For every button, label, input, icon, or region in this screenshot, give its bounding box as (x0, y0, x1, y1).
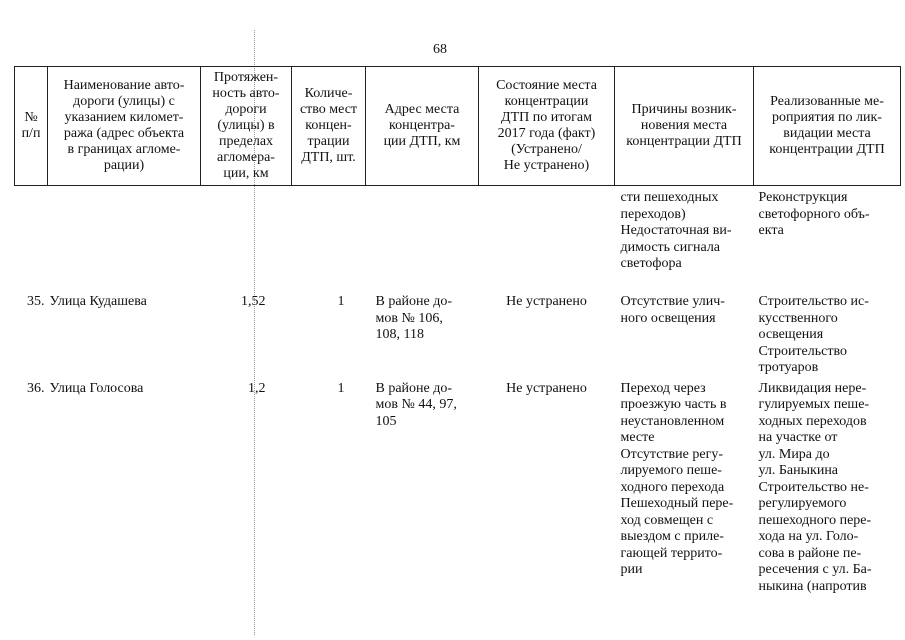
text-line: тротуаров (758, 360, 819, 375)
text-line: Строительство не- (758, 479, 869, 495)
text-line: ход совмещен с (620, 512, 714, 528)
text-line: новения места (640, 118, 728, 133)
text-line: ции, км (223, 166, 269, 181)
length-cell: 1,52 (241, 294, 266, 309)
action-cell (754, 276, 901, 377)
text-line: месте (620, 430, 655, 445)
text-line: Адрес места (384, 102, 460, 117)
road-name-cell: Улица Кудашева (49, 294, 147, 309)
text-line: пешеходного пере- (758, 512, 872, 528)
cause-cell (615, 276, 754, 377)
text-line: ство мест (299, 102, 358, 117)
cause-cell (615, 377, 754, 596)
action-cell (754, 377, 901, 596)
text-line: (Устранено/ (511, 142, 582, 157)
text-line: гулируемых пеше- (758, 397, 870, 412)
header-address (366, 67, 479, 186)
action-cell (754, 186, 901, 277)
text-line: концентрации ДТП (769, 142, 885, 157)
text-line: п/п (21, 126, 41, 141)
state-cell: Не устранено (506, 380, 587, 396)
text-line: ходного перехода (620, 479, 725, 495)
text-line: в границах агломе- (67, 142, 181, 157)
text-line: Состояние места (496, 78, 597, 93)
page-number: 68 (433, 42, 447, 57)
text-line: освещения (758, 327, 824, 342)
text-line: Не устранено) (503, 158, 590, 173)
text-line: дороги (улицы) с (73, 94, 175, 109)
text-line: сова в районе пе- (758, 545, 862, 561)
text-line: трации (307, 134, 350, 149)
text-line: В районе до- (375, 294, 453, 309)
text-line: Количе- (304, 86, 353, 101)
text-line: екта (758, 223, 784, 238)
table-row-continuation (15, 186, 901, 277)
text-line: Причины возник- (631, 102, 737, 117)
text-line: рации) (103, 158, 145, 173)
table-row (15, 276, 901, 377)
text-line: проезжую часть в (620, 397, 727, 412)
header-num (15, 67, 48, 186)
text-line: № (24, 110, 38, 125)
text-line: светофора (620, 256, 682, 271)
text-line: ресечения с ул. Ба- (758, 562, 872, 577)
header-state (479, 67, 615, 186)
text-line: концентрации (504, 94, 589, 109)
text-line: Наименование авто- (63, 78, 185, 93)
text-line: хода на ул. Голо- (758, 529, 859, 544)
text-line: переходов) (620, 206, 686, 222)
text-line: ныкина (напротив (758, 578, 867, 594)
text-line: Реконструкция (758, 190, 848, 205)
text-line: ДТП по итогам (501, 110, 592, 125)
text-line: роприятия по лик- (772, 110, 882, 125)
header-length (201, 67, 292, 186)
cause-cell (615, 186, 754, 277)
text-line: агломера- (217, 150, 275, 165)
text-line: гающей террито- (620, 545, 723, 561)
accident-concentration-table (14, 66, 901, 595)
text-line: В районе до- (375, 380, 453, 396)
text-line: Строительство (758, 343, 847, 359)
text-line: сти пешеходных (620, 190, 719, 205)
text-line: на участке от (758, 430, 838, 445)
row-number: 36. (27, 380, 45, 396)
text-line: ул. Мира до (758, 446, 830, 462)
text-line: ции ДТП, км (383, 134, 461, 149)
row-number: 35. (27, 294, 45, 309)
road-name-cell: Улица Голосова (49, 380, 144, 396)
text-line: Отсутствие улич- (620, 294, 725, 309)
text-line: регулируемого (758, 496, 847, 511)
text-line: Недостаточная ви- (620, 223, 732, 238)
header-causes (615, 67, 754, 186)
text-line: видации места (783, 126, 871, 141)
count-cell: 1 (337, 380, 345, 396)
text-line: концен- (305, 118, 352, 133)
text-line: 108, 118 (375, 327, 424, 342)
text-line: Отсутствие регу- (620, 446, 723, 462)
text-line: ража (адрес объекта (63, 126, 185, 141)
text-line: мов № 106, (375, 310, 443, 326)
text-line: выездом с прилe- (620, 529, 724, 544)
text-line: Строительство ис- (758, 294, 869, 309)
text-line: димость сигнала (620, 239, 721, 255)
length-cell: 1,2 (248, 380, 266, 396)
header-road-name (48, 67, 201, 186)
text-line: Протяжен- (213, 70, 279, 85)
text-line: дороги (225, 102, 267, 117)
text-line: Ликвидация нере- (758, 380, 867, 396)
state-cell: Не устранено (506, 294, 587, 309)
text-line: ДТП, шт. (301, 150, 356, 165)
count-cell: 1 (337, 294, 345, 309)
text-line: 105 (375, 413, 397, 429)
text-line: ходных переходов (758, 413, 867, 429)
text-line: ность авто- (212, 86, 280, 101)
text-line: лируемого пеше- (620, 463, 722, 478)
text-line: пределах (218, 134, 274, 149)
text-line: 2017 года (факт) (497, 126, 596, 141)
text-line: рии (620, 562, 643, 577)
text-line: ул. Баныкина (758, 463, 839, 478)
text-line: неустановленном (620, 413, 725, 429)
text-line: (улицы) в (217, 118, 275, 133)
table-header-row (15, 67, 901, 186)
header-actions (754, 67, 901, 186)
text-line: мов № 44, 97, (375, 397, 457, 412)
text-line: Пешеходный пере- (620, 496, 734, 511)
text-line: указанием километ- (64, 110, 184, 125)
text-line: концентра- (389, 118, 455, 133)
text-line: концентрации ДТП (626, 134, 742, 149)
text-line: Реализованные ме- (770, 94, 884, 109)
text-line: ного освещения (620, 310, 716, 326)
address-cell (366, 276, 479, 377)
header-count (292, 67, 366, 186)
text-line: кусственного (758, 310, 838, 326)
text-line: Переход через (620, 380, 706, 396)
text-line: светофорного объ- (758, 206, 870, 222)
table-row (15, 377, 901, 596)
address-cell (366, 377, 479, 596)
